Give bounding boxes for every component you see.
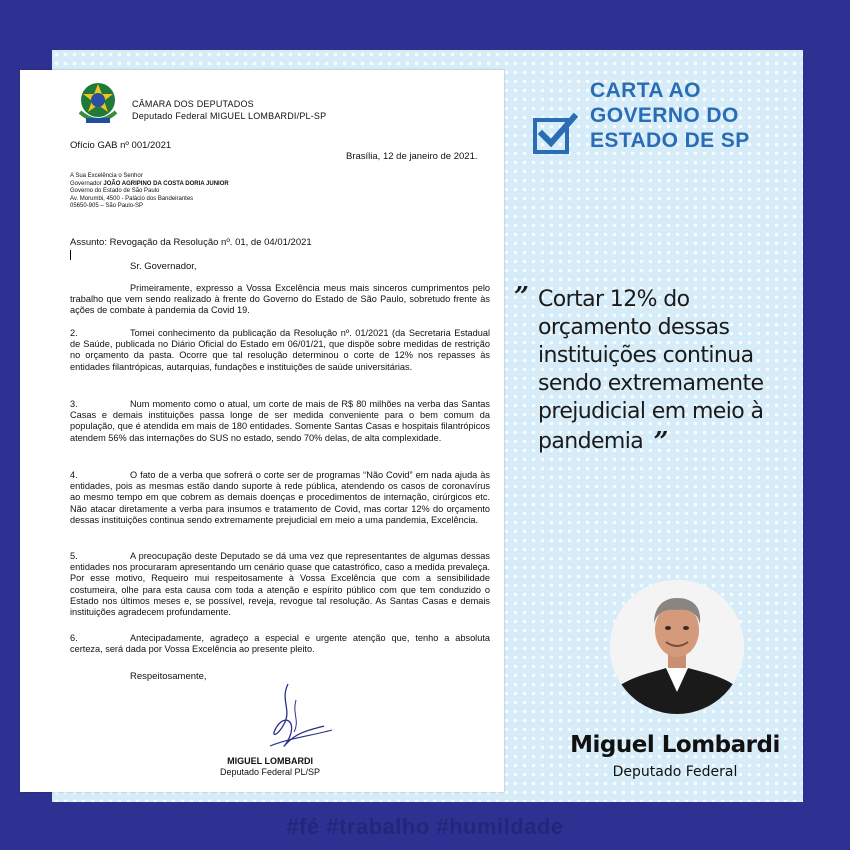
paragraph-4	[70, 470, 490, 526]
paragraph-text: Antecipadamente, agradeço a especial e urgente atenção que, tenho a absoluta certeza, será dada por Vossa Excelência ao presente pleito.	[70, 633, 490, 655]
paragraph-intro: Primeiramente, expresso a Vossa Excelência meus mais sinceros cumprimentos pelo trabalho que vem sendo realizado à frente do Governo do Estado de São Paulo, sobretudo frente às ações de combate à pandemia da Covid 19.	[70, 283, 490, 316]
paragraph-number: 2.	[70, 328, 78, 338]
paragraph-number: 6.	[70, 633, 78, 643]
text-cursor	[70, 250, 71, 260]
recipient-title: Governador	[70, 180, 104, 187]
recipient-line: Governo do Estado de São Paulo	[70, 188, 160, 195]
paragraph-text: O fato de a verba que sofrerá o corte ser de programas “Não Covid” em nada ajuda às entidades, pois as mesmas estão dando suporte à rede pública, atendendo os casos de coronavírus ao mesmo tempo em que cobrem as demais doenças e procedimentos de internação, cirúrgicos etc. Não atacar diretamente a verba para insumos e tratamento de Covid, mas cortar 12% do orçamento dessas instituições continua sendo extremamente prejudicial em meio a uma pandemia, Excelência.	[70, 470, 490, 525]
signature-icon	[240, 680, 340, 760]
hashtags: #fé #trabalho #humildade	[286, 814, 564, 839]
paragraph-6	[70, 633, 490, 655]
recipient-block	[70, 173, 229, 211]
paragraph-number: 5.	[70, 551, 78, 561]
recipient-line	[70, 181, 229, 189]
close-quote-mark: ”	[653, 427, 668, 457]
paragraph-3	[70, 399, 490, 444]
title-line: CARTA AO	[590, 79, 701, 102]
recipient-line: Av. Morumbi, 4500 - Palácio dos Bandeirantes	[70, 195, 194, 202]
closing: Respeitosamente,	[130, 671, 207, 682]
portrait-photo	[610, 580, 744, 714]
title-line: ESTADO DE SP	[590, 129, 750, 152]
place-date: Brasília, 12 de janeiro de 2021.	[346, 151, 478, 162]
paragraph-text: Tomei conhecimento da publicação da Resolução nº. 01/2021 (da Secretaria Estadual de Saúde, publicada no Diário Oficial do Estado em 06/01/21, que dispõe sobre medidas de restrição no orçamento da pasta. Ocorre que tal resolução determinou o corte de 12% nos repasses às entidades filantrópicas, autarquias, fundações e instituições de saúde universitárias.	[70, 328, 490, 372]
checkbox-check-icon	[532, 112, 578, 156]
letterhead-deputy: Deputado Federal MIGUEL LOMBARDI/PL-SP	[132, 111, 327, 121]
quote-text: Cortar 12% do orçamento dessas instituições continua sendo extremamente prejudicial em meio à pandemia	[538, 287, 764, 454]
official-letter	[20, 70, 504, 792]
paragraph-2	[70, 328, 490, 373]
coat-of-arms-icon	[72, 78, 124, 128]
paragraph-text: A preocupação deste Deputado se dá uma vez que representantes de algumas dessas entidades nos procuraram apresentando um cenário quase que catastrófico, caso a medida prevaleça. Por esse motivo, Requeiro mui respeitosamente à Vossa Excelência que com a sensibilidade costumeira, olhe para esta causa com toda a atenção e espírito público com que tem conduzido o Estado nos últimos meses e, se possível, reveja, revogue tal resolução. As Santas Casas e demais instituições agradecem profundamente.	[70, 551, 490, 618]
recipient-line: A Sua Excelência o Senhor	[70, 173, 143, 179]
open-quote-mark: ”	[514, 282, 529, 312]
letter-subject: Assunto: Revogação da Resolução nº. 01, de 04/01/2021	[70, 237, 312, 248]
recipient-line: 05650-905 – São Paulo-SP	[70, 203, 144, 210]
card-title	[590, 78, 750, 153]
paragraph-number: 3.	[70, 399, 78, 409]
signer-name: MIGUEL LOMBARDI	[227, 756, 313, 766]
office-reference: Ofício GAB nº 001/2021	[70, 140, 172, 151]
letterhead	[132, 98, 326, 122]
title-line: GOVERNO DO	[590, 104, 739, 127]
paragraph-text: Num momento como o atual, um corte de mais de R$ 80 milhões na verba das Santas Casas e demais instituições passa longe de ser medida conveniente para o bem comum da população, que é atendida em mais de 180 entidades. Somente Santas Casas e hospitais filantrópicos atendem 56% das internações do SUS no estado, sendo 70% delas, de alta complexidade.	[70, 399, 490, 443]
signature-block	[220, 756, 320, 778]
paragraph-number: 4.	[70, 470, 78, 480]
person-portrait-icon	[610, 580, 744, 714]
letterhead-org: CÂMARA DOS DEPUTADOS	[132, 99, 254, 109]
person-name: Miguel Lombardi	[570, 732, 780, 758]
signer-role: Deputado Federal PL/SP	[220, 767, 321, 777]
paragraph-5	[70, 551, 490, 618]
pull-quote	[538, 286, 800, 456]
salutation: Sr. Governador,	[130, 261, 197, 272]
recipient-name: JOÃO AGRIPINO DA COSTA DORIA JUNIOR	[103, 180, 229, 187]
person-role: Deputado Federal	[612, 764, 738, 780]
